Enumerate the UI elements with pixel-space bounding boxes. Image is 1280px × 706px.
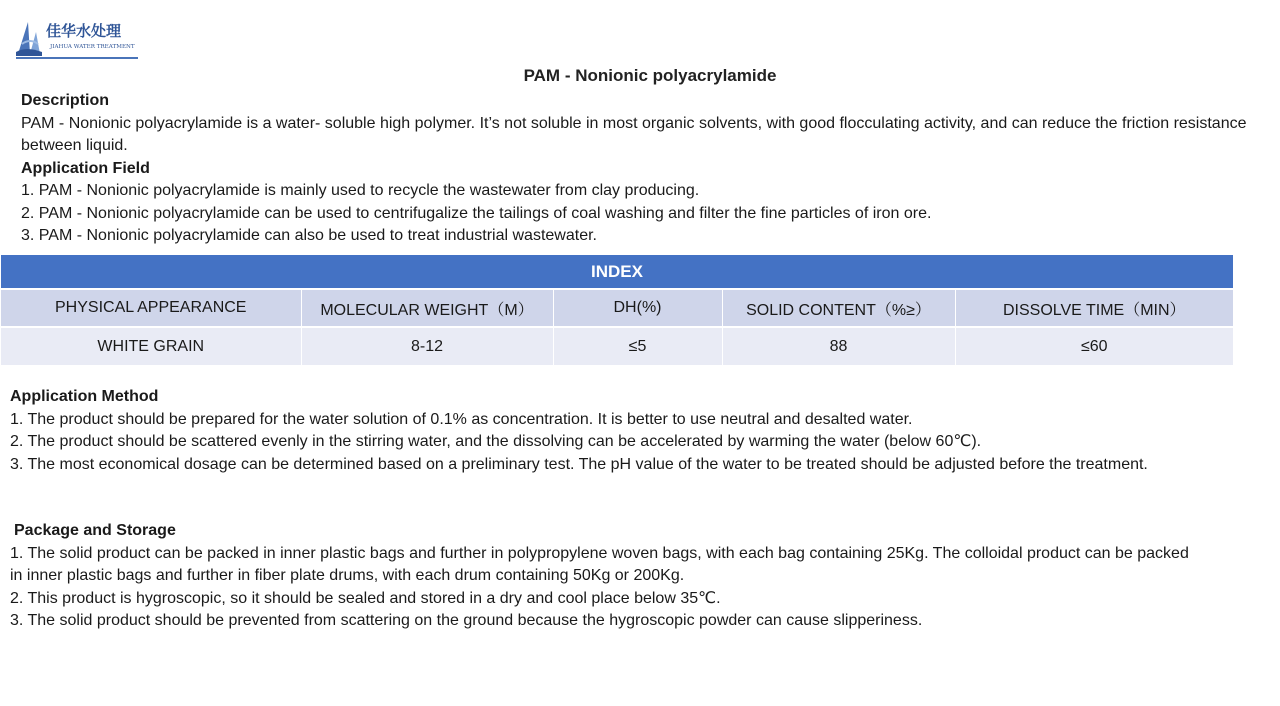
page-title: PAM - Nonionic polyacrylamide bbox=[523, 66, 777, 85]
header-dissolve-time: DISSOLVE TIME（MIN） bbox=[955, 289, 1233, 327]
logo-chinese-text: 佳华水处理 bbox=[46, 22, 122, 40]
logo-underline bbox=[16, 57, 138, 59]
header-molecular-weight: MOLECULAR WEIGHT（M） bbox=[301, 289, 553, 327]
company-logo bbox=[16, 14, 140, 60]
table-row bbox=[1, 327, 1233, 365]
application-field-item: 3. PAM - Nonionic polyacrylamide can also be used to treat industrial wastewater. bbox=[21, 227, 597, 244]
value-dh: ≤5 bbox=[553, 327, 722, 365]
application-field-heading: Application Field bbox=[21, 159, 150, 177]
description-heading: Description bbox=[21, 92, 110, 109]
header-solid-content: SOLID CONTENT（%≥） bbox=[722, 289, 955, 327]
package-storage-section bbox=[10, 520, 1195, 633]
header-physical-appearance: PHYSICAL APPEARANCE bbox=[1, 289, 301, 327]
application-method-item: 1. The product should be prepared for the water solution of 0.1% as concentration. It is better to use neutral and desalted water. bbox=[10, 410, 913, 428]
table-header-row bbox=[1, 289, 1233, 327]
package-storage-item: 3. The solid product should be prevented from scattering on the ground because the hygroscopic powder can cause slipperiness. bbox=[10, 612, 923, 629]
package-storage-heading: Package and Storage bbox=[14, 522, 176, 539]
value-molecular-weight: 8-12 bbox=[301, 327, 553, 365]
application-method-item: 3. The most economical dosage can be determined based on a preliminary test. The pH value of the water to be treated should be adjusted before the treatment. bbox=[10, 455, 1148, 473]
logo-graphic bbox=[16, 14, 140, 58]
value-solid-content: 88 bbox=[722, 327, 955, 365]
application-method-section bbox=[10, 386, 1190, 476]
logo-english-text: JIAHUA WATER TREATMENT bbox=[50, 44, 135, 50]
application-field-item: 1. PAM - Nonionic polyacrylamide is mainly used to recycle the wastewater from clay producing. bbox=[21, 182, 700, 199]
description-section bbox=[21, 90, 1266, 248]
application-method-item: 2. The product should be scattered evenly in the stirring water, and the dissolving can be accelerated by warming the water (below 60℃). bbox=[10, 433, 982, 450]
application-method-heading: Application Method bbox=[10, 388, 159, 405]
value-physical-appearance: WHITE GRAIN bbox=[1, 327, 301, 365]
application-field-item: 2. PAM - Nonionic polyacrylamide can be used to centrifugalize the tailings of coal washing and filter the fine particles of iron ore. bbox=[21, 204, 932, 222]
header-dh: DH(%) bbox=[553, 289, 722, 327]
description-text: PAM - Nonionic polyacrylamide is a water- soluble high polymer. It’s not soluble in most organic solvents, with good flocculating activity, and can reduce the friction resistance between liquid. bbox=[21, 114, 1247, 154]
package-storage-item: 1. The solid product can be packed in inner plastic bags and further in polypropylene woven bags, with each bag containing 25Kg. The colloidal product can be packed in inner plastic bags and further in fiber plate drums, with each drum containing 50Kg or 200Kg. bbox=[10, 544, 1189, 584]
index-table-title: INDEX bbox=[1, 255, 1233, 289]
package-storage-item: 2. This product is hygroscopic, so it should be sealed and stored in a dry and cool place below 35℃. bbox=[10, 589, 721, 607]
value-dissolve-time: ≤60 bbox=[955, 327, 1233, 365]
index-table bbox=[1, 255, 1233, 365]
